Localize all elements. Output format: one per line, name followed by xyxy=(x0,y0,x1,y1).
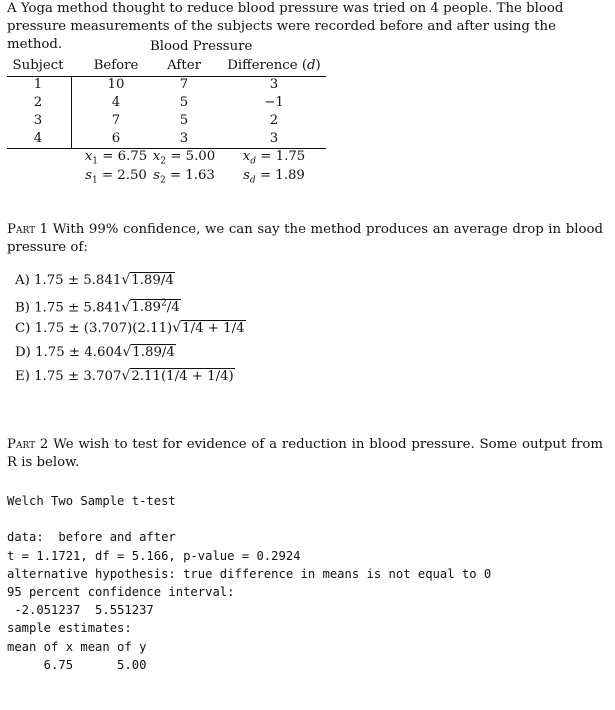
table-row xyxy=(7,95,326,113)
cell-diff: 3 xyxy=(269,77,279,92)
part2-label: Part 2 xyxy=(7,437,49,452)
cell-subject: 1 xyxy=(33,77,43,92)
sqrt-icon: √ xyxy=(121,368,131,384)
part1-text: With 99% confidence, we can say the method produces an average drop in blood pressure of: xyxy=(7,222,603,255)
part1-label: Part 1 xyxy=(7,222,49,237)
choice-c[interactable] xyxy=(15,316,246,340)
table-row xyxy=(7,113,326,131)
choice-prefix: 1.75 ± 4.604 xyxy=(35,345,123,360)
r-output xyxy=(7,492,491,674)
cell-diff: 3 xyxy=(269,131,279,146)
header-subject: Subject xyxy=(12,58,64,73)
stats-row-sd xyxy=(7,168,326,187)
cell-after: 5 xyxy=(179,95,189,110)
cell-before: 6 xyxy=(111,131,121,146)
r-output-line: 95 percent confidence interval: xyxy=(7,585,235,600)
choice-letter: E) xyxy=(15,369,30,384)
stat-s2-value: = 1.63 xyxy=(165,168,215,183)
stat-xbar2-value: = 5.00 xyxy=(166,149,216,164)
sqrt-icon: √ xyxy=(122,344,132,360)
subject-column-divider xyxy=(71,76,72,148)
choice-letter: A) xyxy=(15,273,30,288)
radicand-divisor: /4 xyxy=(166,300,180,316)
choice-letter: C) xyxy=(15,321,31,336)
part2-question xyxy=(7,436,603,472)
r-output-line: mean of x mean of y xyxy=(7,639,147,654)
intro-paragraph: A Yoga method thought to reduce blood pressure was tried on 4 people. The blood pressure measurements of the subjects were recorded before and after using the method. xyxy=(7,1,564,52)
cell-before: 10 xyxy=(107,77,125,92)
header-difference-label: Difference ( xyxy=(227,58,308,73)
choice-prefix: 1.75 ± 5.841 xyxy=(34,300,122,316)
stat-xbar2: $\overline{x}_2 = 5.00$ xyxy=(152,149,216,167)
cell-after: 3 xyxy=(179,131,189,146)
stat-s1-value: = 2.50 xyxy=(97,168,147,183)
choice-prefix: 1.75 ± 3.707 xyxy=(34,369,122,384)
choice-prefix: 1.75 ± (3.707)(2.11) xyxy=(34,321,173,336)
answer-choices xyxy=(15,268,246,388)
stat-sd-value: = 1.89 xyxy=(255,168,305,183)
choice-e[interactable] xyxy=(15,364,246,388)
stat-s1: $s_1 = 2.50$ xyxy=(85,168,147,186)
r-output-line: Welch Two Sample t-test xyxy=(7,494,176,508)
cell-subject: 3 xyxy=(33,113,43,128)
cell-subject: 4 xyxy=(33,131,43,146)
choice-b[interactable] xyxy=(15,292,246,316)
stat-xbard: $\overline{x}_d = 1.75$ xyxy=(242,149,306,167)
choice-d[interactable] xyxy=(15,340,246,364)
cell-subject: 2 xyxy=(33,95,43,110)
choice-radicand: 1.89/4 xyxy=(132,345,175,360)
stat-sd: $s_d = 1.89$ xyxy=(243,168,305,186)
sqrt-icon: √ xyxy=(121,299,131,316)
choice-radicand: 1/4 + 1/4 xyxy=(182,321,245,336)
cell-after: 5 xyxy=(179,113,189,128)
blood-pressure-title: Blood Pressure xyxy=(150,39,253,54)
r-output-line: t = 1.1721, df = 5.166, p-value = 0.2924 xyxy=(7,548,301,563)
cell-before: 7 xyxy=(111,113,121,128)
cell-before: 4 xyxy=(111,95,121,110)
header-before: Before xyxy=(93,58,139,73)
r-output-line: sample estimates: xyxy=(7,621,132,636)
choice-letter: B) xyxy=(15,300,30,316)
header-after: After xyxy=(167,58,201,73)
header-difference-close: ) xyxy=(315,58,321,73)
choice-radicand: 1.89/4 xyxy=(131,273,174,288)
part1-question xyxy=(7,221,603,257)
stat-xbard-value: = 1.75 xyxy=(256,149,306,164)
summary-stats xyxy=(7,149,326,187)
radicand-base: 1.89 xyxy=(131,300,162,316)
cell-after: 7 xyxy=(179,77,189,92)
header-difference-var: d xyxy=(307,58,316,73)
stats-row-means xyxy=(7,149,326,168)
table-header-row xyxy=(7,57,326,77)
stat-s2: $s_2 = 1.63$ xyxy=(153,168,215,186)
blood-pressure-table xyxy=(7,57,326,186)
r-output-line: alternative hypothesis: true difference in means is not equal to 0 xyxy=(7,566,492,581)
choice-radicand: 2.11(1/4 + 1/4) xyxy=(131,369,234,384)
sqrt-icon: √ xyxy=(121,272,131,288)
choice-a[interactable] xyxy=(15,268,246,292)
r-output-line: data: before and after xyxy=(7,530,176,545)
cell-diff: −1 xyxy=(264,95,284,110)
r-output-line: 6.75 5.00 xyxy=(7,657,147,672)
part2-text: We wish to test for evidence of a reduction in blood pressure. Some output from R is below. xyxy=(7,437,603,470)
r-output-line: -2.051237 5.551237 xyxy=(7,603,154,618)
stat-xbar1-value: = 6.75 xyxy=(98,149,148,164)
choice-letter: D) xyxy=(15,345,31,360)
radicand-exponent: 2 xyxy=(161,299,167,309)
header-difference xyxy=(222,58,326,73)
choice-prefix: 1.75 ± 5.841 xyxy=(34,273,122,288)
sqrt-icon: √ xyxy=(172,320,182,336)
table-row xyxy=(7,77,326,95)
cell-diff: 2 xyxy=(269,113,279,128)
stat-xbar1: $\overline{x}_1 = 6.75$ xyxy=(84,149,148,167)
choice-radicand xyxy=(130,299,180,315)
r-output-line xyxy=(7,510,491,528)
table-row xyxy=(7,131,326,149)
